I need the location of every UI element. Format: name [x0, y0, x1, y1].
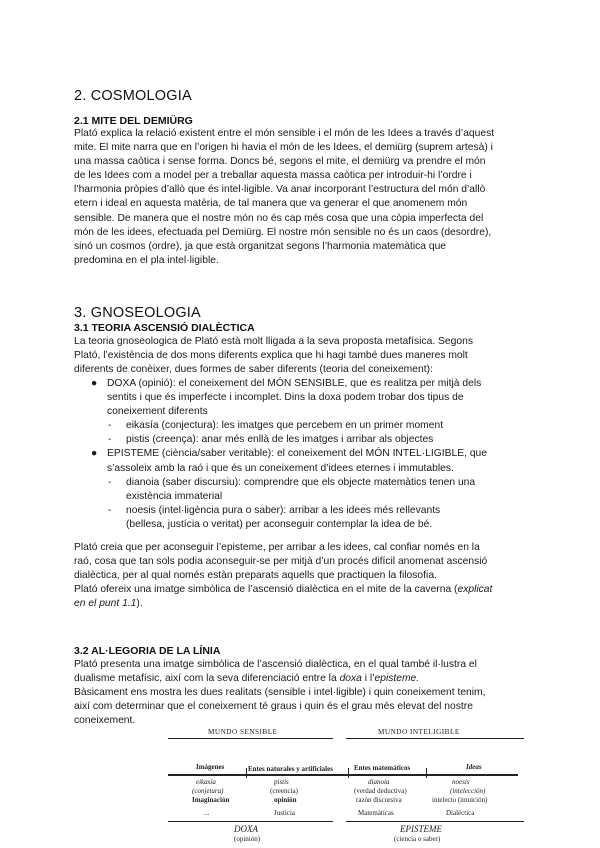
list-item-pistis	[74, 433, 530, 447]
text-line: de les Idees com a model per a treballar aquesta massa caòtica per introduir-hi l’ordre i	[74, 170, 472, 182]
text-line: Plató creia que per aconseguir l’episteme, per arribar a les idees, cal confiar només en la	[74, 542, 480, 553]
text-line: l’harmonia pròpies d’allò que és intel·ligible. Va anar incorporant l’estructura del món d’allò	[74, 184, 486, 196]
figure-tick	[426, 768, 427, 778]
text-line: món de les idees, efectuada pel Demiürg. El nostre món sensible no és un caos (desordre),	[74, 226, 492, 238]
figure-top-rule-left	[168, 738, 333, 739]
figure-col-head: Imágenes	[196, 763, 225, 771]
figure-cell: pistis	[274, 778, 289, 786]
figure-episteme-label: EPISTEME	[400, 824, 442, 834]
figure-inteligible-title: MUNDO INTELIGIBLE	[378, 728, 460, 736]
list-item-dianoia	[74, 476, 530, 504]
cosmologia-heading: 2. COSMOLOGIA	[74, 88, 192, 104]
knowledge-types-list	[74, 377, 530, 532]
text-line: La teoria gnoseologica de Plató està molt lligada a la seva proposta metafísica. Segons	[74, 336, 473, 347]
figure-cell: Imaginación	[192, 796, 230, 804]
text-line: pistis (creença): anar més enllà de les imatges i arribar als objectes	[126, 434, 434, 446]
text-line: existència immaterial	[126, 490, 223, 502]
alegoria-linia-subheading: 3.2 AL·LEGORIA DE LA LÍNIA	[74, 645, 221, 657]
text-line: i l’	[361, 673, 375, 685]
figure-cell: (conjetura)	[192, 787, 224, 795]
figure-episteme-sub: (ciencia o saber)	[394, 835, 441, 843]
mite-demiurg-subheading: 2.1 MITE DEL DEMIÜRG	[74, 115, 193, 127]
text-line: Plató presenta una imatge simbòlica de l’ascensió dialèctica, en el qual també il·lustra el	[74, 659, 477, 670]
figure-cell: Justicia	[274, 809, 295, 817]
text-line: Plató explica la relació existent entre el món sensible i el món de les Idees a través d’aquest	[74, 128, 495, 139]
figure-cell: razón discursiva	[356, 796, 402, 804]
bullet-icon: ●	[91, 448, 98, 460]
text-line: una massa caòtica i sense forma. Doncs bé, segons el mite, el demiürg va prendre el món	[74, 156, 486, 168]
text-line: Plató, l’existència de dos mons diferents explica que hi hagi també dues maneres molt	[74, 350, 468, 362]
text-line: eikasía (conjectura): les imatges que percebem en un primer moment	[126, 420, 444, 432]
figure-top-rule-right	[346, 738, 524, 739]
text-line: dianoia (saber discursiu): comprendre que els objecte matemàtics tenen una	[126, 476, 476, 488]
text-line: mite. El mite narra que en l’origen hi havia el món de les Idees, el demiürg (suprem artesà) i	[74, 142, 493, 154]
text-line: sentits i que és imperfecte i incomplet. Dins la doxa podem trobar dos tipus de	[107, 392, 464, 404]
gnoseologia-intro	[74, 335, 530, 377]
dash-icon: -	[108, 434, 112, 446]
cosmologia-paragraph	[74, 127, 530, 268]
figure-tick	[348, 768, 349, 778]
teoria-ascensio-subheading: 3.1 TEORIA ASCENSIÓ DIALÈCTICA	[74, 322, 255, 334]
text-line: Bàsicament ens mostra les dues realitats (sensible i intel·ligible) i quin coneixement tenim,	[74, 687, 486, 699]
figure-cell: opinión	[274, 796, 297, 804]
figure-doxa-label: DOXA	[234, 824, 258, 834]
dash-icon: -	[108, 504, 112, 516]
italic-text: en el punt 1.1	[74, 598, 137, 610]
dash-icon: -	[108, 476, 112, 488]
figure-cell: noesis	[452, 778, 470, 786]
bullet-icon: ●	[91, 378, 98, 389]
figure-col-head: Ideas	[466, 763, 482, 771]
gnoseologia-heading: 3. GNOSEOLOGIA	[74, 305, 201, 321]
alegoria-paragraph	[74, 658, 530, 728]
text-line: raó, cosa que tan sols podia aconseguir-se per mitjà d’un procés difícil anomenat ascensió	[74, 556, 488, 568]
text-line: DOXA (opinió): el coneixement del MÓN SENSIBLE, que es realitza per mitjà dels	[107, 378, 482, 389]
text-line: coneixement.	[74, 715, 136, 727]
figure-sensible-title: MUNDO SENSIBLE	[208, 728, 278, 736]
figure-cell: dianoia	[368, 778, 390, 786]
doxa-sublist	[107, 419, 530, 447]
episteme-sublist	[107, 476, 530, 532]
figure-cell: eikasía	[196, 778, 216, 786]
figure-divided-line	[168, 774, 518, 776]
figure-bottom-rule-right	[346, 821, 524, 822]
text-line: predomina en el pla intel·ligible.	[74, 254, 219, 266]
figure-cell: (verdad deductiva)	[354, 787, 407, 795]
list-item-noesis	[74, 504, 530, 532]
figure-cell: (intelección)	[450, 787, 486, 795]
text-line: s’assoleix amb la raó i que és un coneixement d’idees eternes i immutables.	[107, 462, 454, 474]
episteme-paragraph	[74, 541, 530, 611]
text-line: coneixement diferents	[107, 406, 208, 418]
text-line: EPISTEME (ciència/saber veritable): el coneixement del MÓN INTEL·LIGIBLE, que	[107, 448, 487, 460]
text-line: Plató ofereix una imatge simbòlica de l’ascensió dialèctica en el mite de la caverna (	[74, 584, 458, 596]
figure-cell: ...	[204, 809, 210, 817]
text-line: diferents de conèixer, dues formes de saber diferents (teoria del coneixement):	[74, 364, 433, 376]
text-line: etern i ideal en aquesta matèria, de tal manera que va generar el que anomenem món	[74, 198, 468, 210]
list-item-episteme	[74, 447, 530, 532]
list-item-eikasia	[74, 419, 530, 433]
italic-text: doxa	[339, 673, 362, 685]
italic-text: episteme.	[374, 673, 420, 685]
italic-text: explicat	[457, 584, 493, 596]
figure-tick	[246, 768, 247, 778]
figure-bottom-rule-left	[168, 821, 333, 822]
figure-cell: intelecto (intuición)	[432, 796, 488, 804]
list-item-doxa	[74, 377, 530, 447]
text-line: així com determinar que el coneixement té graus i quin és el grau més elevat del nostre	[74, 701, 473, 713]
text-line: sinó un cosmos (ordre), ja que està organitzat segons l’harmonia matemàtica que	[74, 240, 447, 252]
divided-line-figure	[168, 726, 526, 848]
figure-cell: Dialéctica	[446, 809, 475, 817]
text-line: dualisme metafísic, així com la seva diferenciació entre la	[74, 673, 340, 685]
text-line: sensible. De manera que el nostre món no és cap més cosa que una còpia imperfecta del	[74, 212, 484, 224]
text-line: (bellesa, justícia o veritat) per aconseguir contemplar la idea de bé.	[126, 518, 433, 530]
figure-cell: Matemáticas	[358, 809, 394, 817]
text-line: ).	[136, 598, 143, 610]
text-line: dialèctica, per al qual només estàn preparats aquells que practiquen la filosofia.	[74, 570, 437, 582]
figure-col-head: Entes naturales y artificiales	[248, 765, 333, 773]
figure-col-head: Entes matemáticos	[354, 764, 411, 772]
dash-icon: -	[108, 420, 112, 432]
figure-doxa-sub: (opinión)	[234, 835, 261, 843]
text-line: noesis (intel·ligència pura o saber): arribar a les idees més rellevants	[126, 504, 441, 516]
figure-cell: (creencia)	[270, 787, 298, 795]
